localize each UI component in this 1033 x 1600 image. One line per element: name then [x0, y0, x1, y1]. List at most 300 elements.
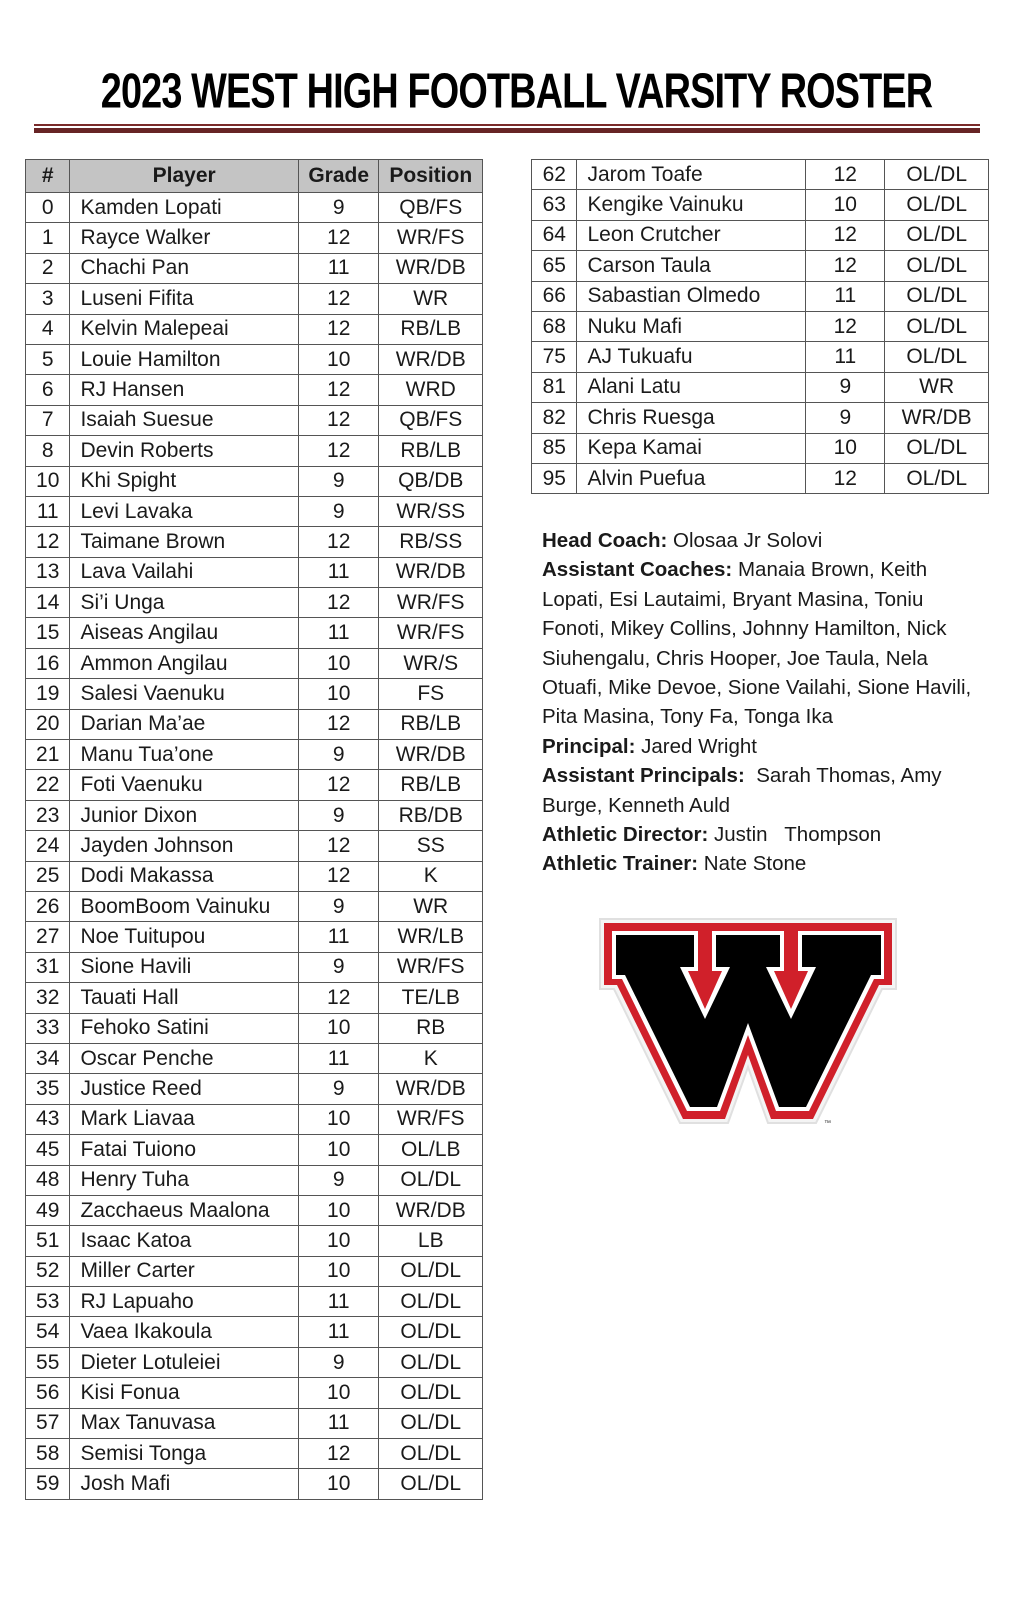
player-name: Mark Liavaa — [70, 1104, 298, 1134]
player-position: QB/FS — [379, 193, 483, 223]
player-number: 65 — [532, 251, 577, 281]
player-name: Chris Ruesga — [577, 403, 806, 433]
player-number: 1 — [26, 223, 70, 253]
staff-role-label: Principal: — [542, 734, 636, 758]
player-grade: 9 — [298, 1165, 379, 1195]
player-name: Dodi Makassa — [70, 861, 298, 891]
header-number: # — [26, 160, 70, 193]
table-row — [532, 372, 989, 402]
player-grade: 9 — [806, 403, 885, 433]
staff-entry — [542, 526, 982, 555]
player-number: 59 — [26, 1469, 70, 1499]
player-position: OL/DL — [379, 1378, 483, 1408]
player-name: Isaac Katoa — [70, 1226, 298, 1256]
player-name: Carson Taula — [577, 251, 806, 281]
player-number: 13 — [26, 557, 70, 587]
player-position: WR/FS — [379, 223, 483, 253]
player-name: Semisi Tonga — [70, 1439, 298, 1469]
table-row — [26, 800, 483, 830]
table-row — [532, 220, 989, 250]
player-position: TE/LB — [379, 983, 483, 1013]
player-position: LB — [379, 1226, 483, 1256]
player-grade: 9 — [298, 800, 379, 830]
player-name: Jayden Johnson — [70, 831, 298, 861]
player-grade: 10 — [298, 648, 379, 678]
player-grade: 12 — [298, 527, 379, 557]
player-position: QB/DB — [379, 466, 483, 496]
player-grade: 11 — [298, 922, 379, 952]
player-position: WR/DB — [379, 740, 483, 770]
player-position: WR/FS — [379, 1104, 483, 1134]
table-row — [26, 557, 483, 587]
player-name: Sione Havili — [70, 952, 298, 982]
table-row — [26, 891, 483, 921]
player-name: Ammon Angilau — [70, 648, 298, 678]
player-number: 52 — [26, 1256, 70, 1286]
table-row — [26, 436, 483, 466]
player-number: 27 — [26, 922, 70, 952]
player-number: 2 — [26, 253, 70, 283]
player-number: 85 — [532, 433, 577, 463]
player-grade: 10 — [806, 190, 885, 220]
player-name: Salesi Vaenuku — [70, 679, 298, 709]
player-grade: 11 — [806, 342, 885, 372]
player-grade: 9 — [298, 952, 379, 982]
player-name: Oscar Penche — [70, 1043, 298, 1073]
table-row — [26, 1135, 483, 1165]
player-position: WR/SS — [379, 496, 483, 526]
player-position: OL/DL — [885, 251, 989, 281]
player-number: 35 — [26, 1074, 70, 1104]
player-name: Kamden Lopati — [70, 193, 298, 223]
player-grade: 10 — [298, 1378, 379, 1408]
svg-text:™: ™ — [824, 1120, 831, 1127]
player-number: 3 — [26, 284, 70, 314]
player-name: Dieter Lotuleiei — [70, 1347, 298, 1377]
table-row — [26, 1256, 483, 1286]
staff-names: Jared Wright — [635, 734, 757, 758]
player-name: Leon Crutcher — [577, 220, 806, 250]
player-position: WRD — [379, 375, 483, 405]
staff-names: Olosaa Jr Solovi — [667, 529, 823, 552]
table-row — [26, 1287, 483, 1317]
player-position: WR/FS — [379, 618, 483, 648]
player-grade: 11 — [298, 253, 379, 283]
player-position: OL/DL — [379, 1408, 483, 1438]
player-grade: 10 — [298, 1104, 379, 1134]
player-position: WR — [379, 891, 483, 921]
table-row — [26, 375, 483, 405]
table-row — [532, 463, 989, 493]
player-grade: 10 — [298, 1135, 379, 1165]
player-position: OL/DL — [379, 1165, 483, 1195]
player-number: 62 — [532, 160, 577, 190]
player-number: 66 — [532, 281, 577, 311]
player-number: 24 — [26, 831, 70, 861]
table-row — [26, 223, 483, 253]
player-number: 8 — [26, 436, 70, 466]
player-name: Sabastian Olmedo — [577, 281, 806, 311]
staff-entry — [542, 732, 982, 761]
player-number: 57 — [26, 1408, 70, 1438]
player-grade: 9 — [298, 1074, 379, 1104]
player-name: Kisi Fonua — [70, 1378, 298, 1408]
player-grade: 12 — [298, 436, 379, 466]
player-name: Isaiah Suesue — [70, 405, 298, 435]
player-number: 14 — [26, 588, 70, 618]
player-number: 64 — [532, 220, 577, 250]
player-name: Louie Hamilton — [70, 344, 298, 374]
staff-entry — [542, 761, 982, 820]
staff-entry — [542, 849, 982, 878]
player-position: OL/DL — [885, 342, 989, 372]
player-number: 22 — [26, 770, 70, 800]
player-position: OL/DL — [379, 1469, 483, 1499]
player-number: 54 — [26, 1317, 70, 1347]
roster-table-left — [25, 159, 483, 1500]
staff-names: Justin Thompson — [708, 823, 882, 847]
player-number: 12 — [26, 527, 70, 557]
player-number: 23 — [26, 800, 70, 830]
player-position: WR/DB — [379, 557, 483, 587]
table-row — [26, 1408, 483, 1438]
player-grade: 12 — [806, 463, 885, 493]
player-grade: 12 — [298, 709, 379, 739]
player-number: 95 — [532, 463, 577, 493]
table-row — [532, 160, 989, 190]
table-header-row — [26, 160, 483, 193]
player-name: Manu Tua’one — [70, 740, 298, 770]
table-row — [26, 1043, 483, 1073]
table-row — [26, 1439, 483, 1469]
player-name: Kepa Kamai — [577, 433, 806, 463]
player-position: OL/DL — [379, 1287, 483, 1317]
table-row — [26, 1347, 483, 1377]
table-row — [26, 1317, 483, 1347]
player-number: 15 — [26, 618, 70, 648]
player-grade: 9 — [298, 496, 379, 526]
player-name: Miller Carter — [70, 1256, 298, 1286]
player-number: 34 — [26, 1043, 70, 1073]
player-number: 56 — [26, 1378, 70, 1408]
table-row — [26, 284, 483, 314]
player-position: WR/DB — [379, 1074, 483, 1104]
player-position: OL/DL — [885, 281, 989, 311]
player-name: Junior Dixon — [70, 800, 298, 830]
table-row — [26, 466, 483, 496]
player-position: OL/DL — [379, 1317, 483, 1347]
staff-names: Sarah Thomas, Amy Burge, Kenneth Auld — [542, 764, 948, 817]
player-grade: 12 — [806, 160, 885, 190]
table-row — [26, 952, 483, 982]
player-number: 51 — [26, 1226, 70, 1256]
player-number: 7 — [26, 405, 70, 435]
table-row — [26, 770, 483, 800]
table-row — [26, 1165, 483, 1195]
table-row — [26, 648, 483, 678]
player-position: OL/LB — [379, 1135, 483, 1165]
player-number: 20 — [26, 709, 70, 739]
table-row — [26, 618, 483, 648]
player-position: OL/DL — [885, 311, 989, 341]
player-position: K — [379, 1043, 483, 1073]
player-position: OL/DL — [885, 433, 989, 463]
player-position: WR — [379, 284, 483, 314]
player-position: RB/LB — [379, 709, 483, 739]
header-player: Player — [70, 160, 298, 193]
player-position: RB/LB — [379, 770, 483, 800]
table-row — [26, 1195, 483, 1225]
staff-role-label: Athletic Director: — [542, 823, 709, 847]
player-grade: 11 — [298, 557, 379, 587]
player-position: WR/DB — [379, 253, 483, 283]
player-grade: 11 — [298, 1408, 379, 1438]
player-grade: 12 — [298, 223, 379, 253]
player-number: 43 — [26, 1104, 70, 1134]
player-number: 45 — [26, 1135, 70, 1165]
staff-entry — [542, 555, 982, 731]
player-number: 33 — [26, 1013, 70, 1043]
table-row — [26, 861, 483, 891]
player-position: RB — [379, 1013, 483, 1043]
player-grade: 9 — [298, 466, 379, 496]
player-position: WR/DB — [379, 1195, 483, 1225]
player-number: 58 — [26, 1439, 70, 1469]
player-grade: 12 — [298, 405, 379, 435]
table-row — [26, 709, 483, 739]
player-name: Kelvin Malepeai — [70, 314, 298, 344]
player-name: Levi Lavaka — [70, 496, 298, 526]
player-name: Darian Ma’ae — [70, 709, 298, 739]
player-name: Khi Spight — [70, 466, 298, 496]
player-number: 81 — [532, 372, 577, 402]
table-row — [532, 311, 989, 341]
table-row — [532, 403, 989, 433]
table-row — [532, 433, 989, 463]
player-name: Lava Vailahi — [70, 557, 298, 587]
player-grade: 9 — [298, 891, 379, 921]
player-grade: 9 — [298, 1347, 379, 1377]
staff-role-label: Assistant Principals: — [542, 764, 745, 788]
player-grade: 10 — [298, 1256, 379, 1286]
player-position: RB/DB — [379, 800, 483, 830]
table-row — [26, 1013, 483, 1043]
player-name: Henry Tuha — [70, 1165, 298, 1195]
player-name: Alani Latu — [577, 372, 806, 402]
player-position: FS — [379, 679, 483, 709]
player-name: Kengike Vainuku — [577, 190, 806, 220]
table-row — [26, 1074, 483, 1104]
player-name: Devin Roberts — [70, 436, 298, 466]
player-name: Noe Tuitupou — [70, 922, 298, 952]
player-grade: 9 — [298, 193, 379, 223]
player-number: 75 — [532, 342, 577, 372]
player-name: Aiseas Angilau — [70, 618, 298, 648]
player-grade: 11 — [806, 281, 885, 311]
roster-table-right — [531, 159, 989, 494]
player-name: Fehoko Satini — [70, 1013, 298, 1043]
player-grade: 12 — [298, 284, 379, 314]
player-grade: 11 — [298, 618, 379, 648]
player-number: 53 — [26, 1287, 70, 1317]
player-name: RJ Hansen — [70, 375, 298, 405]
player-position: RB/LB — [379, 436, 483, 466]
player-name: Rayce Walker — [70, 223, 298, 253]
player-name: Jarom Toafe — [577, 160, 806, 190]
player-number: 48 — [26, 1165, 70, 1195]
staff-entry — [542, 820, 982, 849]
table-row — [26, 1226, 483, 1256]
player-grade: 12 — [298, 861, 379, 891]
player-number: 31 — [26, 952, 70, 982]
player-position: OL/DL — [885, 463, 989, 493]
player-name: Justice Reed — [70, 1074, 298, 1104]
player-grade: 12 — [298, 314, 379, 344]
player-grade: 9 — [806, 372, 885, 402]
player-grade: 12 — [298, 1439, 379, 1469]
player-number: 49 — [26, 1195, 70, 1225]
player-name: Nuku Mafi — [577, 311, 806, 341]
player-position: OL/DL — [379, 1256, 483, 1286]
staff-list — [542, 526, 982, 879]
table-row — [26, 314, 483, 344]
player-grade: 12 — [298, 375, 379, 405]
table-row — [26, 253, 483, 283]
player-grade: 11 — [298, 1287, 379, 1317]
player-name: Josh Mafi — [70, 1469, 298, 1499]
player-number: 5 — [26, 344, 70, 374]
page-title: 2023 WEST HIGH FOOTBALL VARSITY ROSTER — [100, 64, 933, 119]
player-number: 26 — [26, 891, 70, 921]
table-row — [26, 496, 483, 526]
player-position: RB/LB — [379, 314, 483, 344]
table-row — [532, 281, 989, 311]
player-position: WR/FS — [379, 952, 483, 982]
staff-names: Nate Stone — [698, 852, 807, 876]
player-name: Fatai Tuiono — [70, 1135, 298, 1165]
player-name: Tauati Hall — [70, 983, 298, 1013]
table-row — [26, 193, 483, 223]
table-row — [26, 740, 483, 770]
table-row — [26, 527, 483, 557]
header-position: Position — [379, 160, 483, 193]
table-row — [26, 679, 483, 709]
table-row — [26, 1378, 483, 1408]
player-number: 10 — [26, 466, 70, 496]
player-name: RJ Lapuaho — [70, 1287, 298, 1317]
player-position: QB/FS — [379, 405, 483, 435]
player-grade: 10 — [298, 679, 379, 709]
player-name: Foti Vaenuku — [70, 770, 298, 800]
player-position: WR/LB — [379, 922, 483, 952]
title-divider — [34, 128, 980, 133]
player-number: 4 — [26, 314, 70, 344]
player-number: 25 — [26, 861, 70, 891]
title-divider-thin — [34, 124, 980, 126]
header-grade: Grade — [298, 160, 379, 193]
staff-names: Manaia Brown, Keith Lopati, Esi Lautaimi, Bryant Masina, Toniu Fonoti, Mikey Collins, Johnny Hamilton, Nick Siuhengalu, Chris Hooper, Joe Taula, Nela Otuafi, Mike Devoe, Sione Vailahi, Sione Havili, Pita Masina, Tony Fa, Tonga Ika — [542, 558, 977, 729]
player-grade: 12 — [298, 983, 379, 1013]
table-row — [26, 1469, 483, 1499]
staff-role-label: Athletic Trainer: — [542, 852, 699, 876]
table-row — [26, 831, 483, 861]
player-grade: 12 — [298, 588, 379, 618]
player-name: Luseni Fifita — [70, 284, 298, 314]
player-number: 0 — [26, 193, 70, 223]
player-position: SS — [379, 831, 483, 861]
player-grade: 10 — [806, 433, 885, 463]
player-number: 21 — [26, 740, 70, 770]
player-number: 82 — [532, 403, 577, 433]
player-grade: 11 — [298, 1317, 379, 1347]
player-name: Taimane Brown — [70, 527, 298, 557]
table-row — [26, 588, 483, 618]
player-position: OL/DL — [379, 1347, 483, 1377]
player-number: 32 — [26, 983, 70, 1013]
player-grade: 9 — [298, 740, 379, 770]
player-position: WR/FS — [379, 588, 483, 618]
table-row — [532, 251, 989, 281]
player-position: OL/DL — [885, 220, 989, 250]
player-grade: 12 — [806, 220, 885, 250]
player-name: BoomBoom Vainuku — [70, 891, 298, 921]
player-number: 11 — [26, 496, 70, 526]
table-row — [532, 342, 989, 372]
player-position: OL/DL — [885, 190, 989, 220]
table-row — [26, 983, 483, 1013]
player-name: Max Tanuvasa — [70, 1408, 298, 1438]
player-grade: 10 — [298, 1013, 379, 1043]
player-number: 16 — [26, 648, 70, 678]
player-number: 19 — [26, 679, 70, 709]
player-position: WR — [885, 372, 989, 402]
player-position: OL/DL — [379, 1439, 483, 1469]
player-name: Si’i Unga — [70, 588, 298, 618]
player-grade: 12 — [806, 311, 885, 341]
table-row — [26, 405, 483, 435]
player-grade: 12 — [298, 831, 379, 861]
west-w-logo-icon — [598, 917, 898, 1127]
player-name: Vaea Ikakoula — [70, 1317, 298, 1347]
table-row — [26, 922, 483, 952]
player-name: Chachi Pan — [70, 253, 298, 283]
player-number: 68 — [532, 311, 577, 341]
player-grade: 12 — [806, 251, 885, 281]
player-position: WR/DB — [885, 403, 989, 433]
player-position: K — [379, 861, 483, 891]
player-position: WR/S — [379, 648, 483, 678]
player-position: OL/DL — [885, 160, 989, 190]
player-number: 6 — [26, 375, 70, 405]
player-grade: 11 — [298, 1043, 379, 1073]
player-grade: 10 — [298, 344, 379, 374]
player-grade: 10 — [298, 1195, 379, 1225]
player-name: AJ Tukuafu — [577, 342, 806, 372]
player-position: WR/DB — [379, 344, 483, 374]
player-position: RB/SS — [379, 527, 483, 557]
player-name: Alvin Puefua — [577, 463, 806, 493]
table-row — [26, 1104, 483, 1134]
player-number: 55 — [26, 1347, 70, 1377]
player-name: Zacchaeus Maalona — [70, 1195, 298, 1225]
staff-role-label: Assistant Coaches: — [542, 558, 733, 582]
player-grade: 10 — [298, 1469, 379, 1499]
player-grade: 10 — [298, 1226, 379, 1256]
player-number: 63 — [532, 190, 577, 220]
table-row — [26, 344, 483, 374]
staff-role-label: Head Coach: — [542, 529, 668, 552]
table-row — [532, 190, 989, 220]
